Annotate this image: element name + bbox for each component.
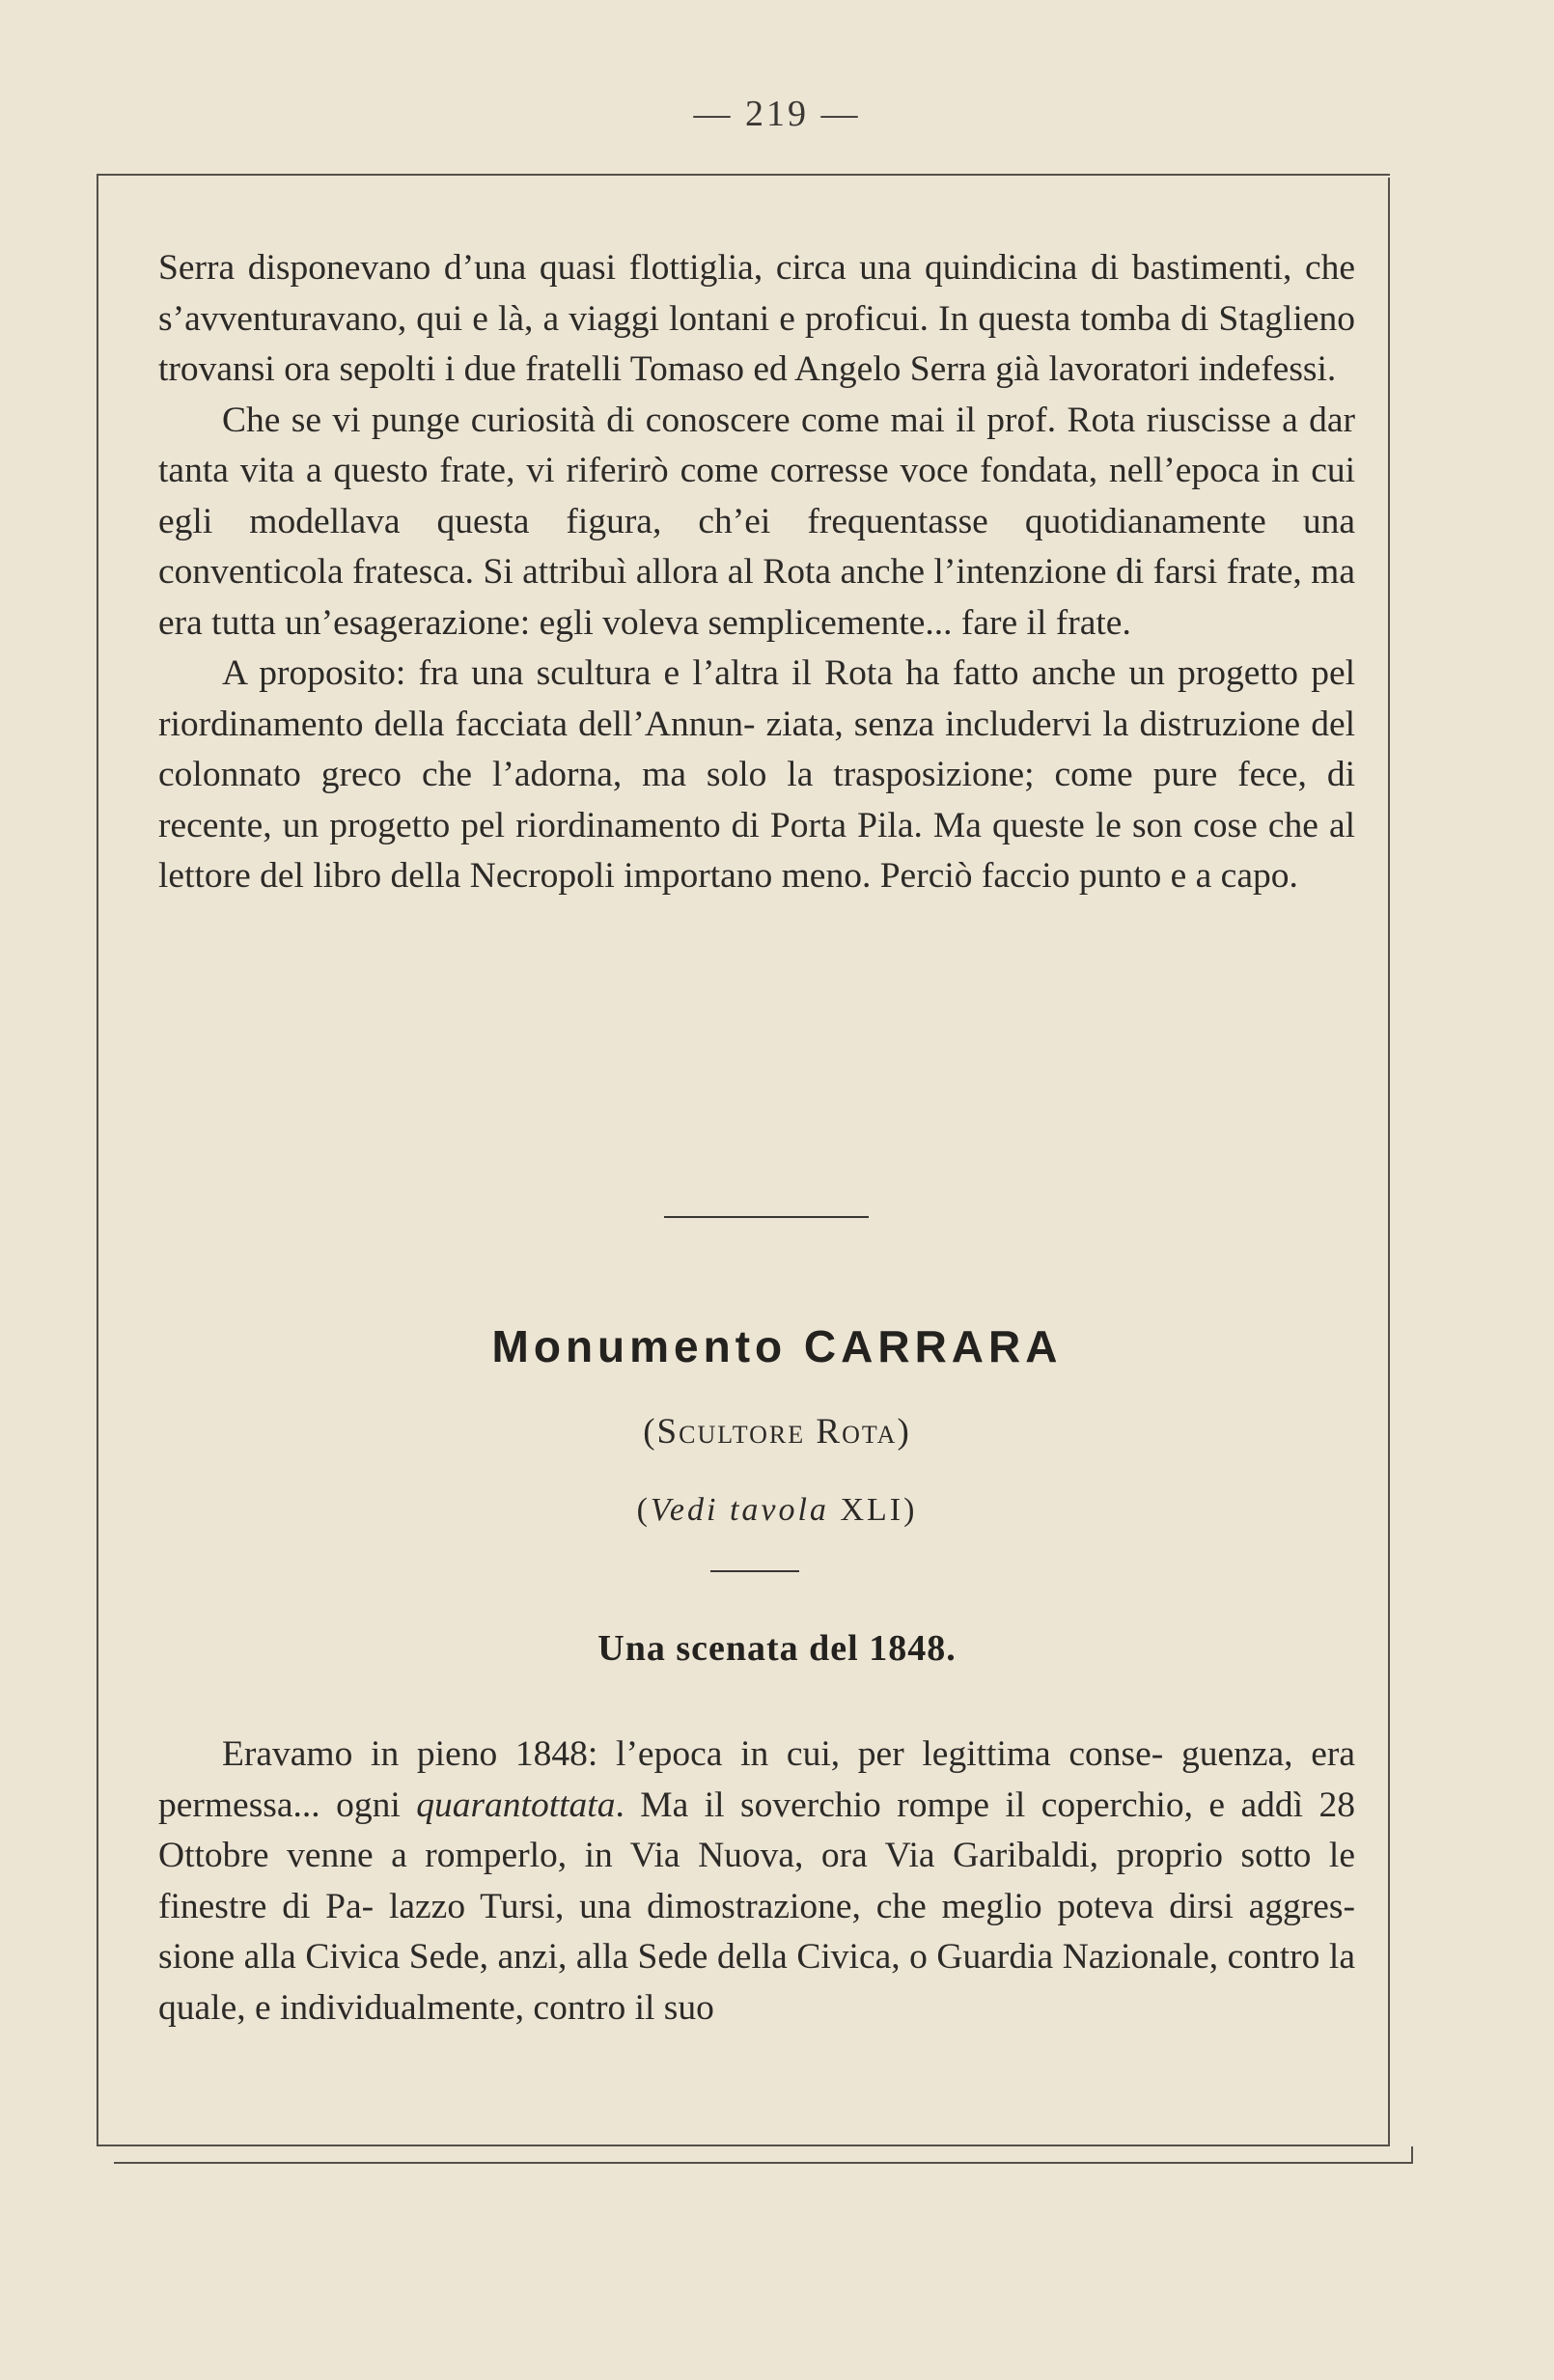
frame-top-rule (97, 174, 1390, 176)
frame-bottom-shadow-rule (114, 2162, 1413, 2164)
text-line: di bastimenti, che s’avventuravano, qui e là, a viaggi lontani e (158, 248, 1355, 339)
frame-right-shadow-rule (1411, 2146, 1413, 2164)
text-line: Nazionale, contro la quale, e individualmente, contro il suo (158, 1937, 1355, 2028)
frame-bottom-rule (97, 2145, 1390, 2146)
text-line: un progetto pel riordinamento di Porta Pila. Ma queste le son (282, 805, 1183, 845)
text-line: Serra disponevano d’una quasi flottiglia, circa una quindicina (158, 248, 1078, 288)
text-line: frate, ma era tutta un’esagerazione: egli voleva semplicemente... (158, 552, 1355, 643)
paragraph-rota-frate (158, 396, 1355, 650)
paragraph-progetto (158, 649, 1355, 902)
sculptor-credit: (Scultore Rota) (643, 1412, 911, 1452)
paragraph-scenata (158, 1730, 1355, 2034)
page-number: — 219 — (693, 94, 861, 134)
text-line: due fratelli Tomaso ed Angelo Serra già lavoratori indefessi. (463, 349, 1337, 389)
frame-right-rule (1388, 178, 1390, 2146)
text-line: Perciò faccio punto e a capo. (879, 856, 1298, 896)
text-line: lazzo Tursi, una dimostrazione, che meglio poteva dirsi aggres- (388, 1886, 1355, 1926)
section-divider (664, 1216, 869, 1218)
text-line: Che se vi punge curiosità di conoscere come mai il prof. (222, 400, 1057, 440)
plate-reference-italic: Vedi tavola (650, 1492, 829, 1528)
text-line: rompe il coperchio, e addì 28 Ottobre venne a romperlo, in (158, 1785, 1356, 1875)
text-line: Via Nuova, ora Via Garibaldi, proprio sotto le finestre di Pa- (158, 1836, 1355, 1926)
body-text-lower (158, 1730, 1355, 2034)
text-line: come corresse voce fondata, nell’epoca in cui egli modellava (158, 451, 1356, 541)
text-line: Rota riuscisse a dar tanta vita a questo frate, vi riferirò (158, 400, 1356, 490)
text-line: fare il frate. (960, 602, 1131, 643)
text-line: proficui. In questa tomba di Staglieno trovansi ora sepolti i (158, 298, 1355, 389)
paragraph-serra (158, 243, 1355, 396)
section-heading: Una scenata del 1848. (597, 1628, 957, 1669)
text-fragment: guenza, era permessa... ogni (158, 1734, 1355, 1825)
plate-reference-number: XLI) (828, 1492, 918, 1528)
text-line: l’adorna, ma solo la trasposizione; come pure fece, di recente, (158, 755, 1355, 845)
plate-reference-open: ( (636, 1492, 651, 1528)
plate-reference (0, 1492, 1554, 1529)
text-line: anche un progetto pel riordinamento della facciata dell’Annun- (158, 653, 1356, 744)
text-line: questa figura, ch’ei frequentasse quotidianamente una conventicola (158, 501, 1355, 592)
text-line: fratesca. Si attribuì allora al Rota anche l’intenzione di farsi (352, 552, 1218, 592)
monument-heading: Monumento CARRARA (491, 1321, 1063, 1371)
text-line: A proposito: fra una scultura e l’altra il Rota ha fatto (222, 653, 1019, 693)
italic-term: quarantottata (416, 1785, 616, 1825)
text-line: ziata, senza includervi la distruzione del colonnato greco che (158, 704, 1356, 794)
short-divider (710, 1570, 799, 1572)
frame-left-rule (97, 176, 98, 2145)
text-line: sione alla Civica Sede, anzi, alla Sede della Civica, o Guardia (158, 1937, 1054, 1977)
text-line: cose che al lettore del libro della Necropoli importano meno. (158, 805, 1356, 896)
body-text-upper (158, 243, 1355, 902)
text-fragment: . Ma il soverchio (615, 1785, 881, 1825)
text-line: Eravamo in pieno 1848: l’epoca in cui, per legittima conse- (222, 1734, 1164, 1774)
